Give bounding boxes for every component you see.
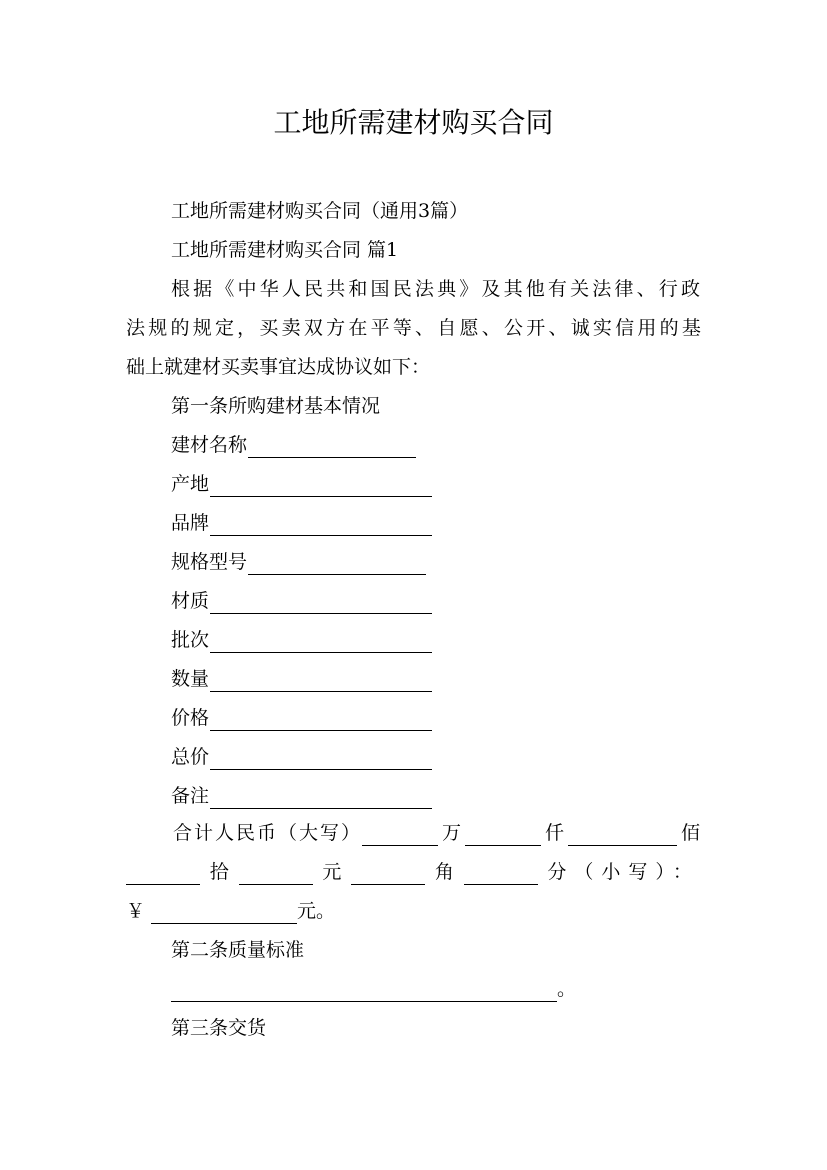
- field-row: [171, 588, 432, 614]
- section-1-heading: 第一条所购建材基本情况: [171, 395, 381, 417]
- document-title: 工地所需建材购买合同: [273, 106, 554, 139]
- amount-fen: 分（小写）：: [547, 861, 700, 883]
- intro-char: 》: [459, 278, 479, 300]
- intro-char: 法: [592, 278, 612, 300]
- intro-char: 在: [348, 317, 368, 339]
- intro-char: 及: [481, 278, 501, 300]
- amount-qian: 仟: [545, 822, 565, 844]
- intro-char: 中: [237, 278, 257, 300]
- amount-line-1: [173, 820, 700, 846]
- intro-char: 他: [525, 278, 545, 300]
- intro-char: 法: [126, 317, 146, 339]
- amount-wan: 万: [442, 822, 462, 844]
- intro-char: 根: [171, 278, 191, 300]
- intro-char: 愿: [459, 317, 479, 339]
- intro-char: 规: [192, 317, 212, 339]
- blank-jiao: [351, 864, 425, 885]
- field-row: [171, 627, 432, 653]
- intro-char: 卖: [281, 317, 301, 339]
- amount-currency: ￥: [126, 900, 146, 922]
- field-label: 规格型号: [171, 551, 248, 573]
- intro-char: 、: [481, 317, 501, 339]
- field-label: 价格: [171, 707, 210, 729]
- field-blank: [210, 632, 432, 653]
- intro-char: 《: [215, 278, 235, 300]
- intro-char: 民: [392, 278, 412, 300]
- intro-char: 诚: [570, 317, 590, 339]
- intro-char: 华: [259, 278, 279, 300]
- section-2-blank-line: [171, 976, 576, 1002]
- intro-char: 政: [680, 278, 700, 300]
- field-row: [171, 549, 426, 575]
- amount-bai: 佰: [680, 822, 700, 844]
- field-row: [171, 705, 432, 731]
- intro-char: 实: [592, 317, 612, 339]
- intro-paragraph-line-2: [126, 315, 701, 341]
- field-label: 建材名称: [171, 434, 248, 456]
- field-row: [171, 471, 432, 497]
- intro-char: 、: [548, 317, 568, 339]
- amount-jiao: 角: [434, 861, 454, 883]
- field-label: 数量: [171, 668, 210, 690]
- intro-char: 开: [526, 317, 546, 339]
- intro-char: 、: [415, 317, 435, 339]
- blank-qian: [465, 825, 541, 846]
- intro-paragraph-line-3: 础上就建材买卖事宜达成协议如下：: [126, 356, 431, 378]
- field-row: [171, 666, 432, 692]
- intro-char: 国: [370, 278, 390, 300]
- intro-char: 买: [259, 317, 279, 339]
- field-blank: [210, 476, 432, 497]
- amount-line-2: [126, 859, 700, 885]
- blank-quality-standard: [171, 981, 557, 1002]
- intro-char: 公: [503, 317, 523, 339]
- field-blank: [210, 515, 432, 536]
- intro-char: 规: [148, 317, 168, 339]
- intro-char: 定: [214, 317, 234, 339]
- field-label: 备注: [171, 785, 210, 807]
- field-label: 材质: [171, 590, 210, 612]
- intro-char: 平: [370, 317, 390, 339]
- intro-char: 的: [170, 317, 190, 339]
- intro-char: 自: [437, 317, 457, 339]
- intro-char: 民: [304, 278, 324, 300]
- intro-char: 基: [681, 317, 701, 339]
- field-label: 批次: [171, 629, 210, 651]
- amount-shi: 拾: [209, 861, 229, 883]
- amount-prefix: 合计人民币（大写）: [173, 822, 363, 844]
- blank-yuan: [239, 864, 313, 885]
- intro-char: 关: [570, 278, 590, 300]
- field-row: [171, 744, 432, 770]
- part-heading: 工地所需建材购买合同 篇1: [171, 239, 399, 261]
- intro-char: 法: [414, 278, 434, 300]
- field-blank: [210, 710, 432, 731]
- intro-char: 信: [615, 317, 635, 339]
- intro-char: 方: [326, 317, 346, 339]
- intro-char: 其: [503, 278, 523, 300]
- section-2-end: 。: [557, 978, 577, 1000]
- field-blank: [210, 788, 432, 809]
- intro-char: 双: [303, 317, 323, 339]
- blank-shi: [126, 864, 200, 885]
- intro-char: 共: [326, 278, 346, 300]
- intro-char: 行: [658, 278, 678, 300]
- section-2-heading: 第二条质量标准: [171, 939, 305, 961]
- section-3-heading: 第三条交货: [171, 1017, 267, 1039]
- field-blank: [210, 593, 432, 614]
- intro-char: 用: [637, 317, 657, 339]
- intro-char: 和: [348, 278, 368, 300]
- field-blank: [248, 437, 416, 458]
- intro-char: 律: [614, 278, 634, 300]
- blank-bai: [568, 825, 677, 846]
- intro-paragraph-line-1: [171, 276, 700, 302]
- field-row: [171, 432, 416, 458]
- intro-char: 据: [193, 278, 213, 300]
- intro-char: ，: [237, 317, 257, 339]
- amount-yuan: 元: [322, 861, 342, 883]
- document-subtitle: 工地所需建材购买合同（通用3篇）: [171, 200, 469, 222]
- field-row: [171, 783, 432, 809]
- blank-wan: [362, 825, 438, 846]
- amount-line-3: [126, 898, 335, 924]
- intro-char: 等: [392, 317, 412, 339]
- blank-lowercase-amount: [151, 903, 297, 924]
- field-row: [171, 510, 432, 536]
- field-label: 品牌: [171, 512, 210, 534]
- intro-char: 、: [636, 278, 656, 300]
- field-blank: [248, 554, 426, 575]
- field-blank: [210, 671, 432, 692]
- intro-char: 的: [659, 317, 679, 339]
- field-label: 总价: [171, 746, 210, 768]
- field-label: 产地: [171, 473, 210, 495]
- blank-fen: [464, 864, 538, 885]
- field-blank: [210, 749, 432, 770]
- intro-char: 人: [281, 278, 301, 300]
- amount-yuan-end: 元。: [297, 900, 336, 922]
- intro-char: 有: [547, 278, 567, 300]
- intro-char: 典: [437, 278, 457, 300]
